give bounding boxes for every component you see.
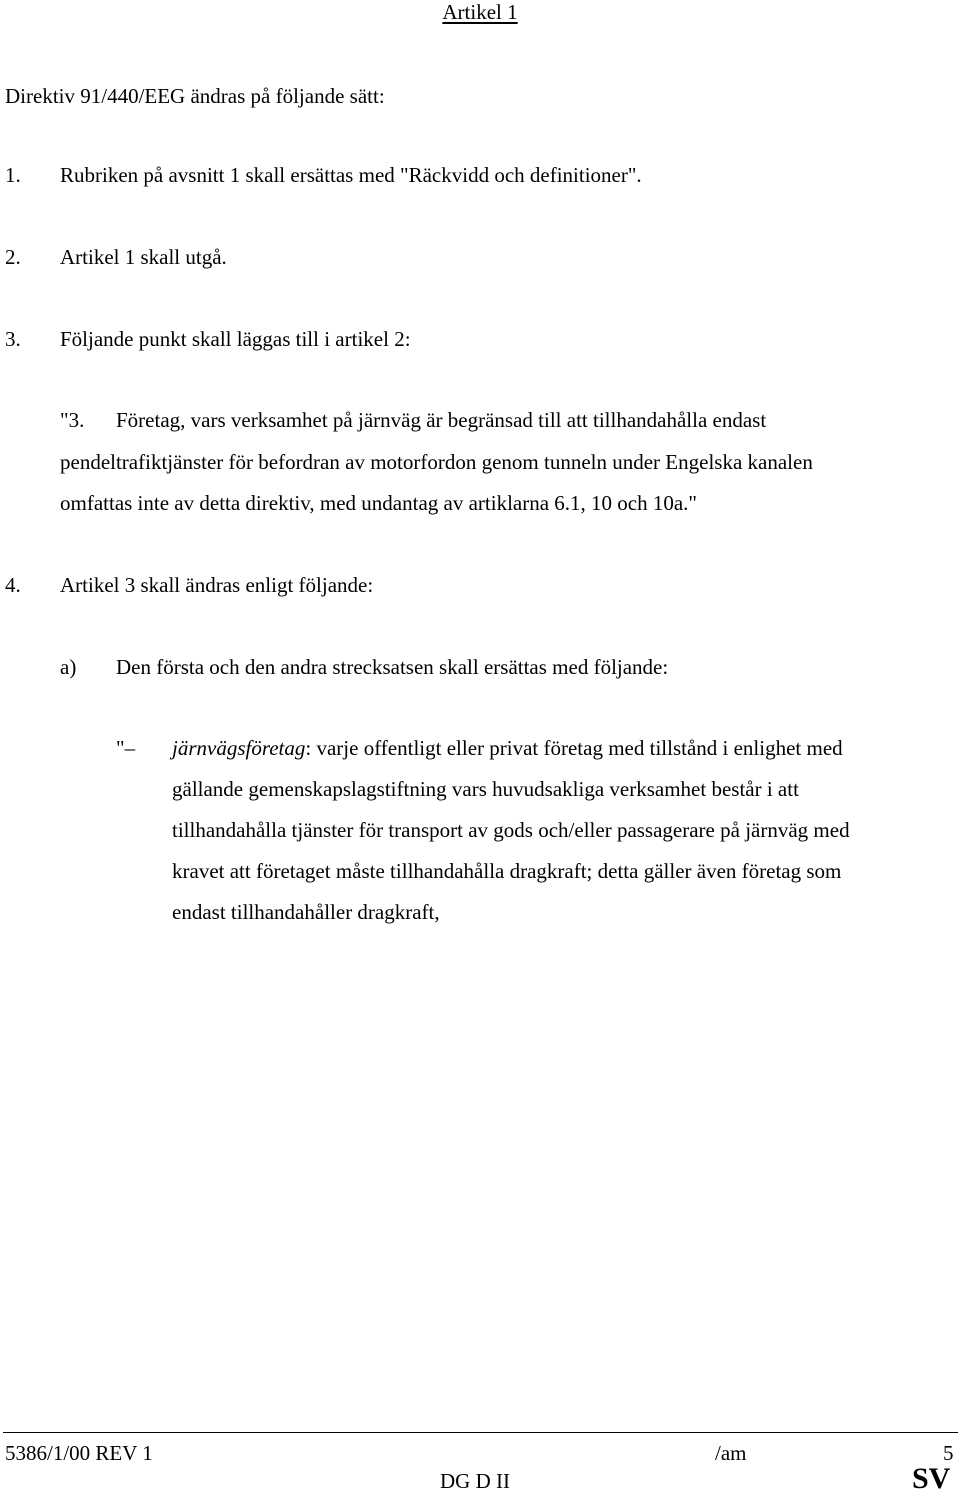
- footer-rule: [3, 1432, 958, 1433]
- definition-term: järnvägsföretag: [172, 736, 306, 760]
- list-item-1-number: 1.: [5, 163, 21, 187]
- list-item-4-number: 4.: [5, 573, 21, 597]
- sub-item-a-label: a): [60, 655, 77, 679]
- list-item-3-text: Följande punkt skall läggas till i artikel 2:: [60, 327, 411, 351]
- definition-line: kravet att företaget måste tillhandahålla dragkraft; detta gäller även företag som: [172, 859, 842, 883]
- footer-initials: /am: [715, 1441, 747, 1465]
- list-item-4-text: Artikel 3 skall ändras enligt följande:: [60, 573, 374, 597]
- sub-item-a-text: Den första och den andra strecksatsen skall ersättas med följande:: [116, 655, 669, 679]
- footer-directorate: DG D II: [440, 1469, 510, 1493]
- list-item-3-number: 3.: [5, 327, 21, 351]
- quoted-point-3-line: pendeltrafiktjänster för befordran av motorfordon genom tunneln under Engelska kanalen: [60, 450, 813, 474]
- quoted-point-3-line: omfattas inte av detta direktiv, med undantag av artiklarna 6.1, 10 och 10a.": [60, 491, 698, 515]
- quoted-point-3-line: Företag, vars verksamhet på järnväg är begränsad till att tillhandahålla endast: [116, 408, 767, 432]
- footer-document-reference: 5386/1/00 REV 1: [5, 1441, 153, 1465]
- footer-page-number: 5: [943, 1441, 954, 1465]
- definition-first-line: [172, 738, 843, 759]
- definition-line: endast tillhandahåller dragkraft,: [172, 900, 440, 924]
- definition-line: tillhandahålla tjänster för transport av gods och/eller passagerare på järnväg med: [172, 818, 850, 842]
- article-title: Artikel 1: [442, 0, 518, 24]
- list-item-1-text: Rubriken på avsnitt 1 skall ersättas med "Räckvidd och definitioner".: [60, 163, 642, 187]
- footer-language-code: SV: [912, 1462, 951, 1495]
- definition-text: : varje offentligt eller privat företag med tillstånd i enlighet med: [305, 736, 843, 760]
- definition-marker: "–: [116, 736, 136, 760]
- list-item-2-text: Artikel 1 skall utgå.: [60, 245, 227, 269]
- intro-text: Direktiv 91/440/EEG ändras på följande sätt:: [5, 84, 385, 108]
- definition-line: gällande gemenskapslagstiftning vars huvudsakliga verksamhet består i att: [172, 777, 799, 801]
- list-item-2-number: 2.: [5, 245, 21, 269]
- quoted-point-3-number: "3.: [60, 408, 85, 432]
